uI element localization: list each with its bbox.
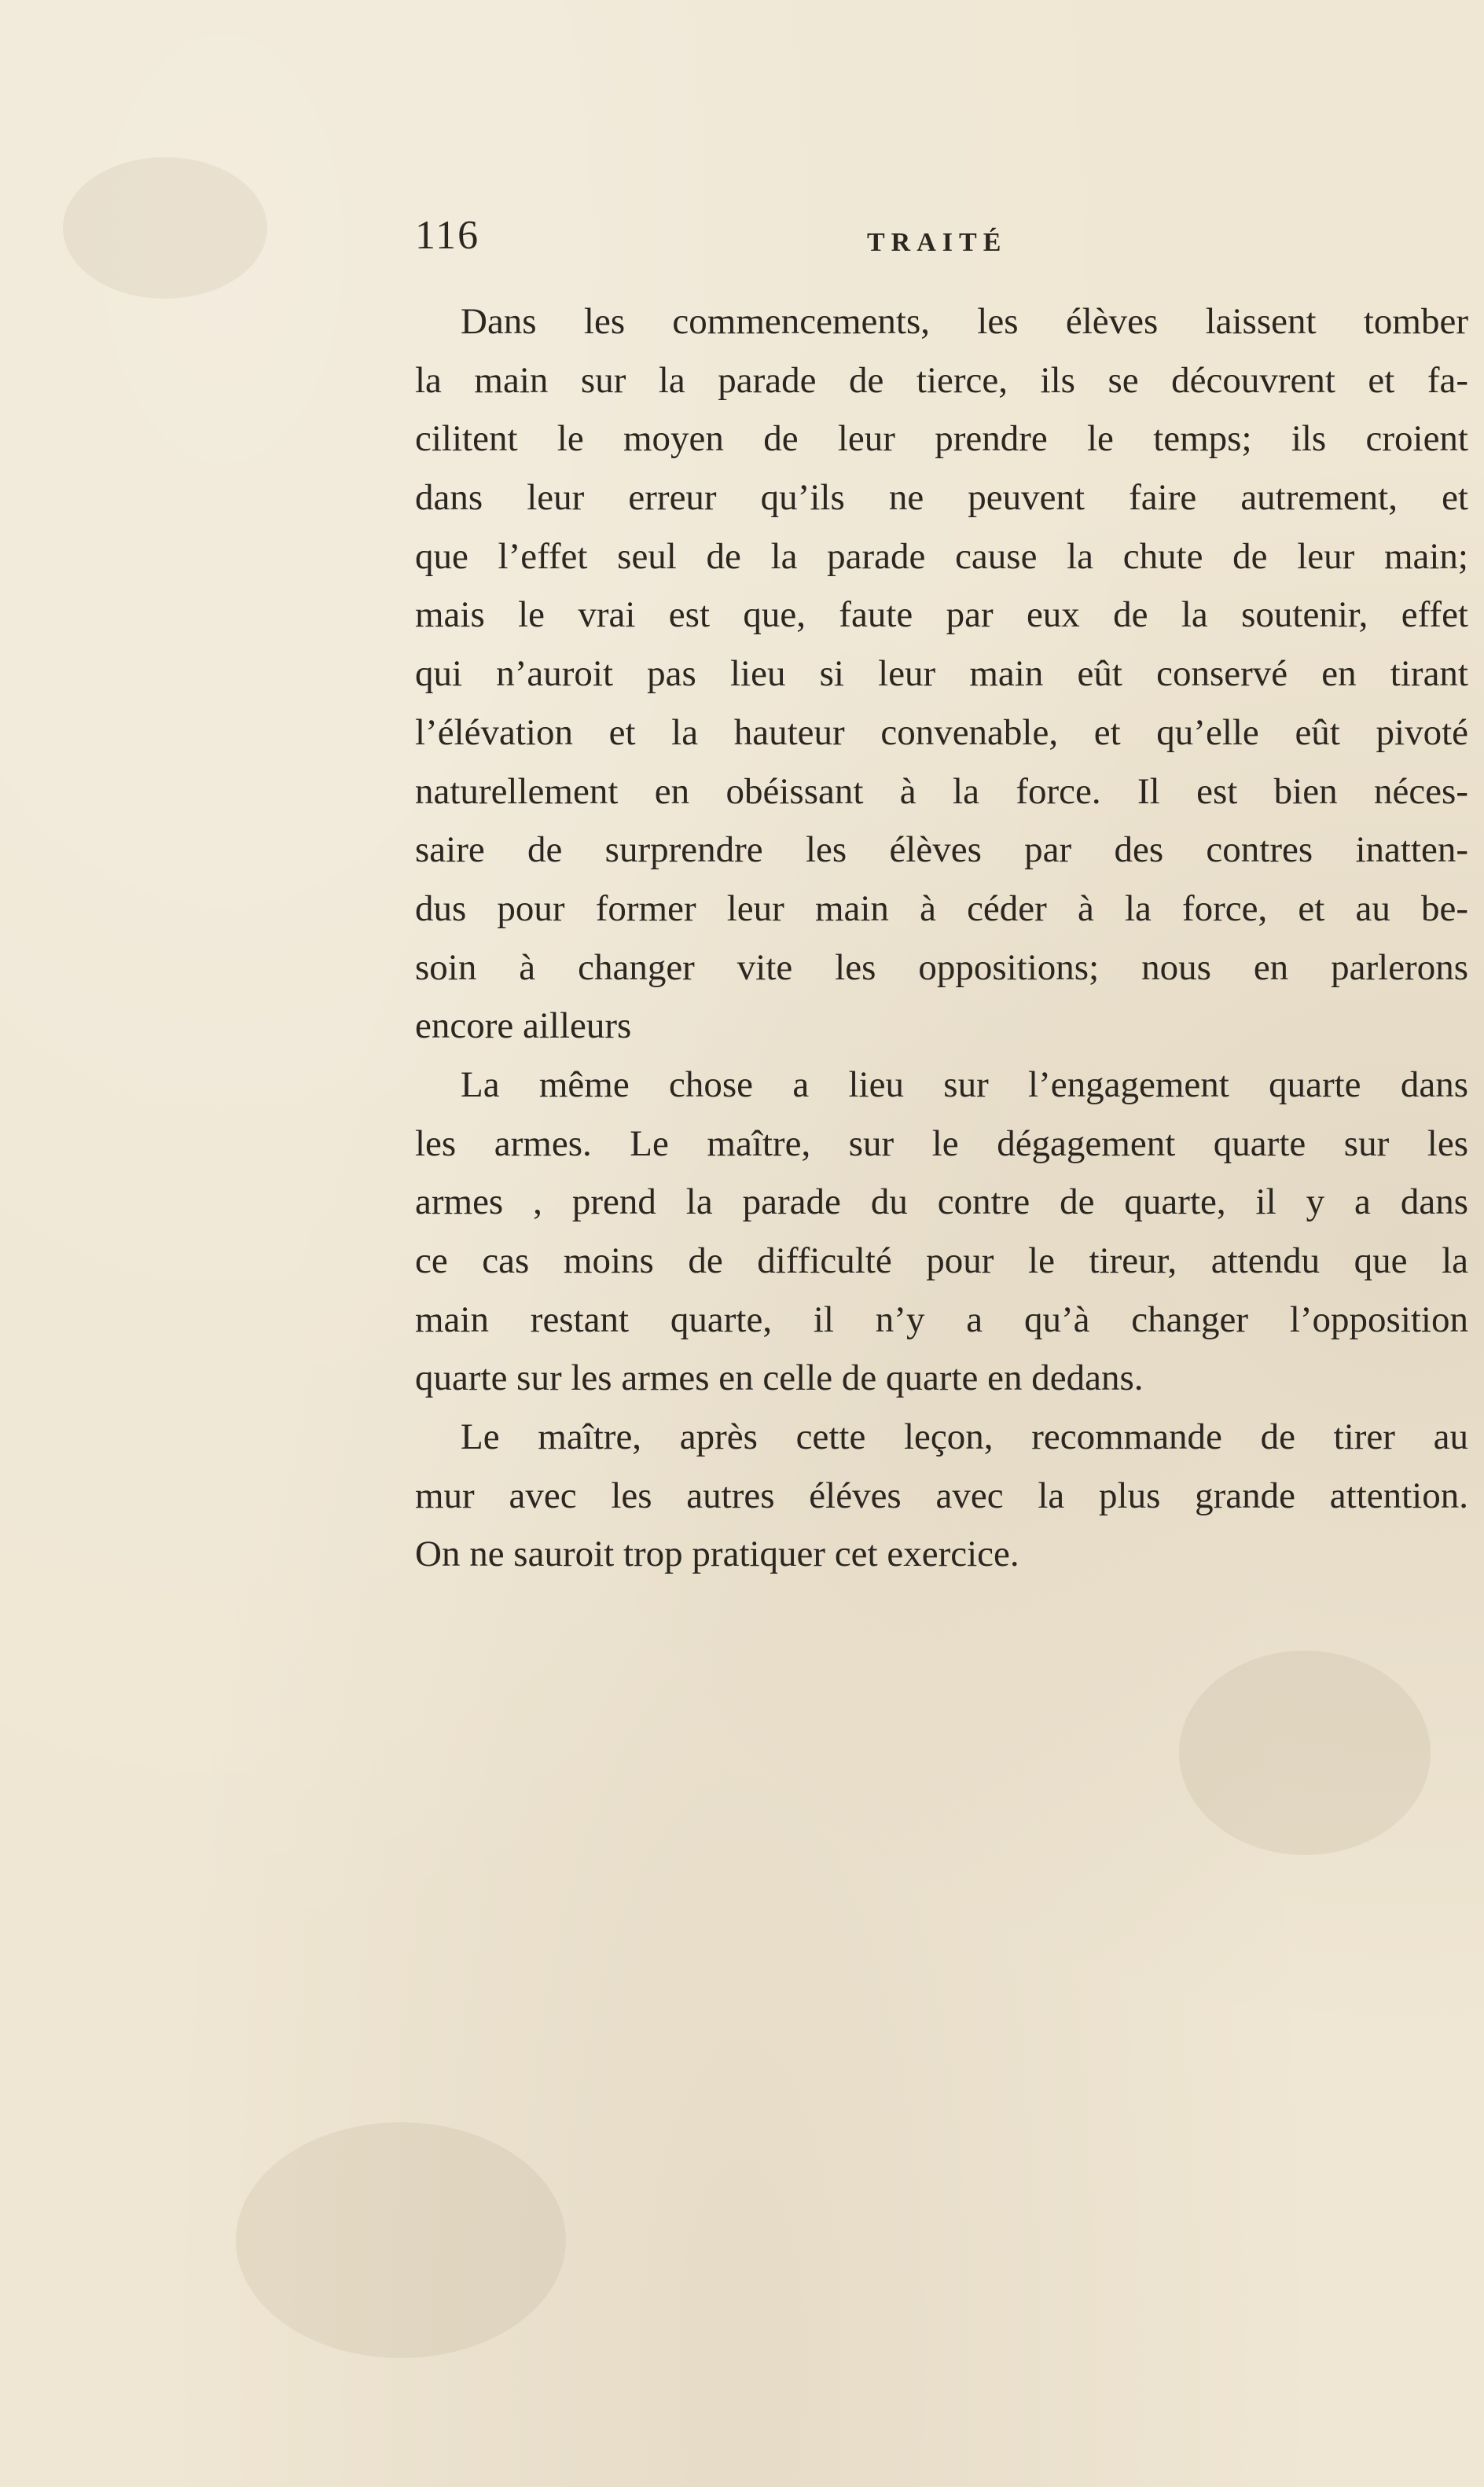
text-line: Dans les commencements, les élèves laissent tomber (461, 301, 1468, 342)
text-line: mais le vrai est que, faute par eux de la soutenir, effet (415, 594, 1468, 636)
page-header (415, 212, 1468, 267)
text-line: mur avec les autres éléves avec la plus grande attention. (415, 1475, 1468, 1516)
text-line: qui n’auroit pas lieu si leur main eût conservé en tirant (415, 653, 1468, 695)
text-line: les armes. Le maître, sur le dégagement quarte sur les (415, 1122, 1468, 1164)
running-title: TRAITÉ (867, 228, 1008, 257)
text-line: quarte sur les armes en celle de quarte en dedans. (415, 1357, 1144, 1399)
paper-stain (63, 157, 267, 299)
paper-stain (236, 2122, 566, 2358)
text-line: que l’effet seul de la parade cause la chute de leur main; (415, 535, 1468, 577)
text-line: naturellement en obéissant à la force. Il est bien néces- (415, 770, 1468, 812)
text-line: cilitent le moyen de leur prendre le temps; ils croient (415, 418, 1468, 460)
text-line: l’élévation et la hauteur convenable, et qu’elle eût pivoté (415, 711, 1468, 753)
text-line: dus pour former leur main à céder à la force, et au be- (415, 887, 1468, 929)
text-line: Le maître, après cette leçon, recommande de tirer au (461, 1416, 1468, 1458)
text-line: soin à changer vite les oppositions; nous en parlerons (415, 946, 1468, 988)
text-line: La même chose a lieu sur l’engagement quarte dans (461, 1063, 1468, 1105)
text-line: ce cas moins de difficulté pour le tireur, attendu que la (415, 1240, 1468, 1281)
page-number: 116 (415, 213, 480, 258)
text-line: On ne sauroit trop pratiquer cet exercice. (415, 1534, 1019, 1575)
text-line: armes , prend la parade du contre de quarte, il y a dans (415, 1181, 1468, 1223)
body-text (415, 292, 1468, 1584)
text-line: encore ailleurs (415, 1005, 632, 1047)
text-line: la main sur la parade de tierce, ils se découvrent et fa- (415, 359, 1468, 401)
text-line: saire de surprendre les élèves par des contres inatten- (415, 829, 1468, 871)
paper-stain (1179, 1651, 1431, 1855)
text-line: dans leur erreur qu’ils ne peuvent faire autrement, et (415, 477, 1468, 519)
text-line: main restant quarte, il n’y a qu’à changer l’opposition (415, 1299, 1468, 1340)
